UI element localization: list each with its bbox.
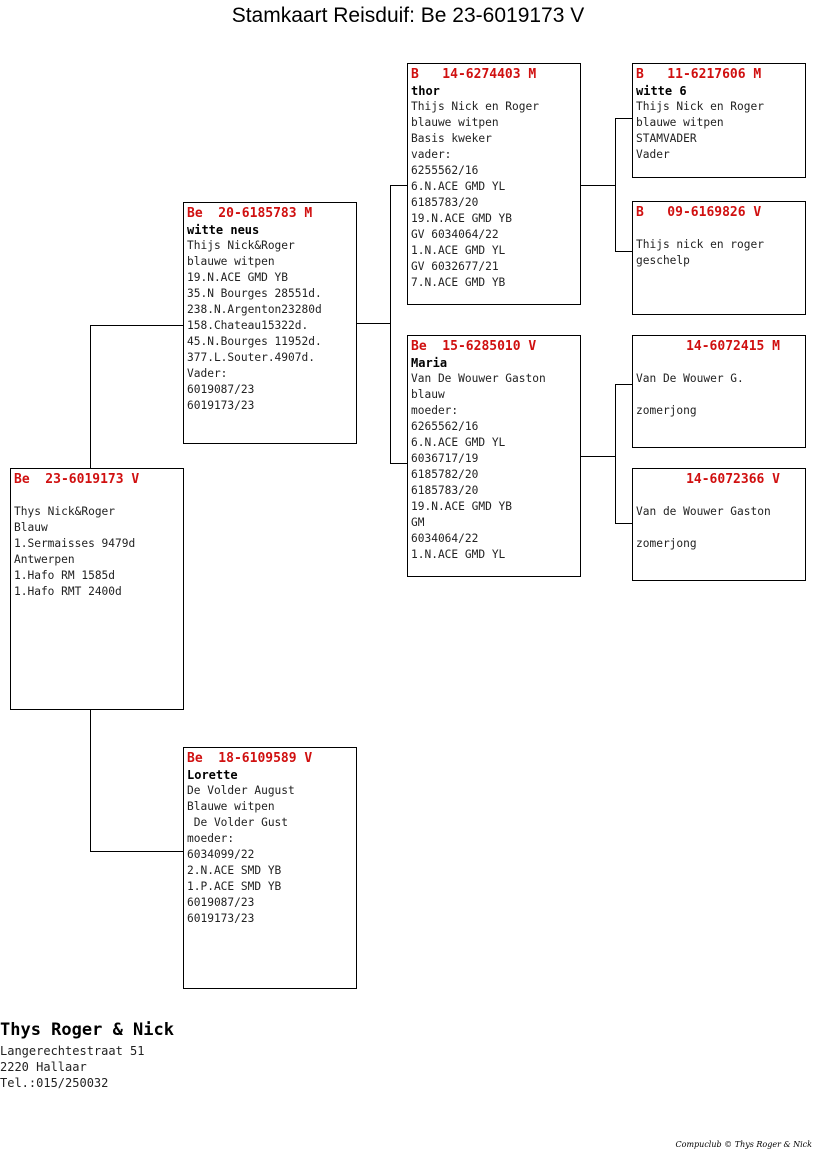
ring-number: B 11-6217606 M [636,67,762,82]
card-line: Antwerpen [14,553,75,566]
card-line: 238.N.Argenton23280d [187,303,322,316]
connector [615,523,632,524]
card-line: 6185782/20 [411,468,479,481]
card-line: 1.N.ACE GMD YL [411,244,506,257]
card-line: 6265562/16 [411,420,479,433]
connector [580,185,616,186]
card-line: 158.Chateau15322d. [187,319,309,332]
card-line: 377.L.Souter.4907d. [187,351,315,364]
card-line: 6255562/16 [411,164,479,177]
card-line: vader: [411,148,452,161]
owner-name: Thys Roger & Nick [0,1020,174,1040]
card-line: Thijs Nick en Roger [636,100,764,113]
pigeon-name: witte neus [187,223,260,237]
card-father [183,202,357,444]
ring-number: 14-6072415 M [686,339,780,354]
pigeon-name: Maria [411,356,448,370]
card-line: moeder: [187,832,235,845]
card-line: 45.N.Bourges 11952d. [187,335,322,348]
card-line: 1.N.ACE GMD YL [411,548,506,561]
card-line: Van De Wouwer G. [636,372,744,385]
ring-number: Be 23-6019173 V [14,472,140,487]
card-line: blauwe witpen [636,116,724,129]
card-line: 6019087/23 [187,383,255,396]
card-fff [632,63,806,178]
card-line: geschelp [636,254,690,267]
card-line: 6034099/22 [187,848,255,861]
card-line: 6019087/23 [187,896,255,909]
card-line: Thijs Nick&Roger [187,239,295,252]
card-line: 6019173/23 [187,399,255,412]
card-line: 6185783/20 [411,196,479,209]
card-line: 1.Sermaisses 9479d [14,537,136,550]
card-line: zomerjong [636,537,697,550]
connector [90,325,183,326]
connector [90,709,91,852]
card-line: blauwe witpen [411,116,499,129]
connector [615,118,632,119]
card-subject [10,468,184,710]
connector [615,251,632,252]
card-line: De Volder Gust [187,816,289,829]
card-line: blauw [411,388,445,401]
card-line: 1.P.ACE SMD YB [187,880,282,893]
card-line: 6019173/23 [187,912,255,925]
card-line: moeder: [411,404,459,417]
card-mother [183,747,357,989]
card-line: GV 6034064/22 [411,228,499,241]
connector [615,384,632,385]
connector [356,323,391,324]
card-father-father [407,63,581,305]
connector [580,456,616,457]
connector [615,118,616,252]
card-line: 35.N Bourges 28551d. [187,287,322,300]
card-line [636,387,802,403]
connector [90,851,183,852]
owner-city: 2220 Hallaar [0,1060,87,1074]
card-line [636,488,802,504]
card-line: Thys Nick&Roger [14,505,116,518]
card-line: blauwe witpen [187,255,275,268]
card-line: 1.Hafo RMT 2400d [14,585,122,598]
card-line [636,355,802,371]
ring-number: B 14-6274403 M [411,67,537,82]
copyright: Compuclub © Thys Roger & Nick [675,1140,812,1149]
card-line: 7.N.ACE GMD YB [411,276,506,289]
card-line: zomerjong [636,404,697,417]
card-line: 19.N.ACE GMD YB [411,212,513,225]
owner-phone: Tel.:015/250032 [0,1076,109,1090]
card-line: 19.N.ACE GMD YB [411,500,513,513]
card-line: 6185783/20 [411,484,479,497]
card-line: STAMVADER [636,132,697,145]
card-line: GM [411,516,425,529]
ring-number: Be 18-6109589 V [187,751,313,766]
card-line: Van De Wouwer Gaston [411,372,546,385]
pigeon-name: witte 6 [636,84,687,98]
ring-number: 14-6072366 V [686,472,780,487]
card-line: Basis kweker [411,132,492,145]
card-line: GV 6032677/21 [411,260,499,273]
card-father-mother [407,335,581,577]
ring-number: B 09-6169826 V [636,205,762,220]
card-line [14,488,180,504]
card-line: 19.N.ACE GMD YB [187,271,289,284]
card-line [636,520,802,536]
pigeon-name: Lorette [187,768,238,782]
card-line: 6034064/22 [411,532,479,545]
card-line: 6036717/19 [411,452,479,465]
card-line [636,221,802,237]
page-title: Stamkaart Reisduif: Be 23-6019173 V [231,4,585,27]
connector [90,325,91,468]
ring-number: Be 20-6185783 M [187,206,313,221]
connector [390,185,407,186]
card-line: 6.N.ACE GMD YL [411,180,506,193]
connector [390,185,391,464]
pigeon-name: thor [411,84,440,98]
card-line: De Volder August [187,784,295,797]
card-fmm [632,468,806,581]
card-line: 1.Hafo RM 1585d [14,569,116,582]
card-line: Blauw [14,521,48,534]
card-line: Thijs nick en roger [636,238,764,251]
card-line: Vader [636,148,670,161]
connector [390,463,407,464]
card-line: Thijs Nick en Roger [411,100,539,113]
card-line: Vader: [187,367,228,380]
card-fmf [632,335,806,448]
card-ffm [632,201,806,315]
card-line: Van de Wouwer Gaston [636,505,771,518]
card-line: 6.N.ACE GMD YL [411,436,506,449]
owner-address: Langerechtestraat 51 [0,1044,145,1058]
card-line: 2.N.ACE SMD YB [187,864,282,877]
card-line: Blauwe witpen [187,800,275,813]
connector [615,384,616,524]
ring-number: Be 15-6285010 V [411,339,537,354]
